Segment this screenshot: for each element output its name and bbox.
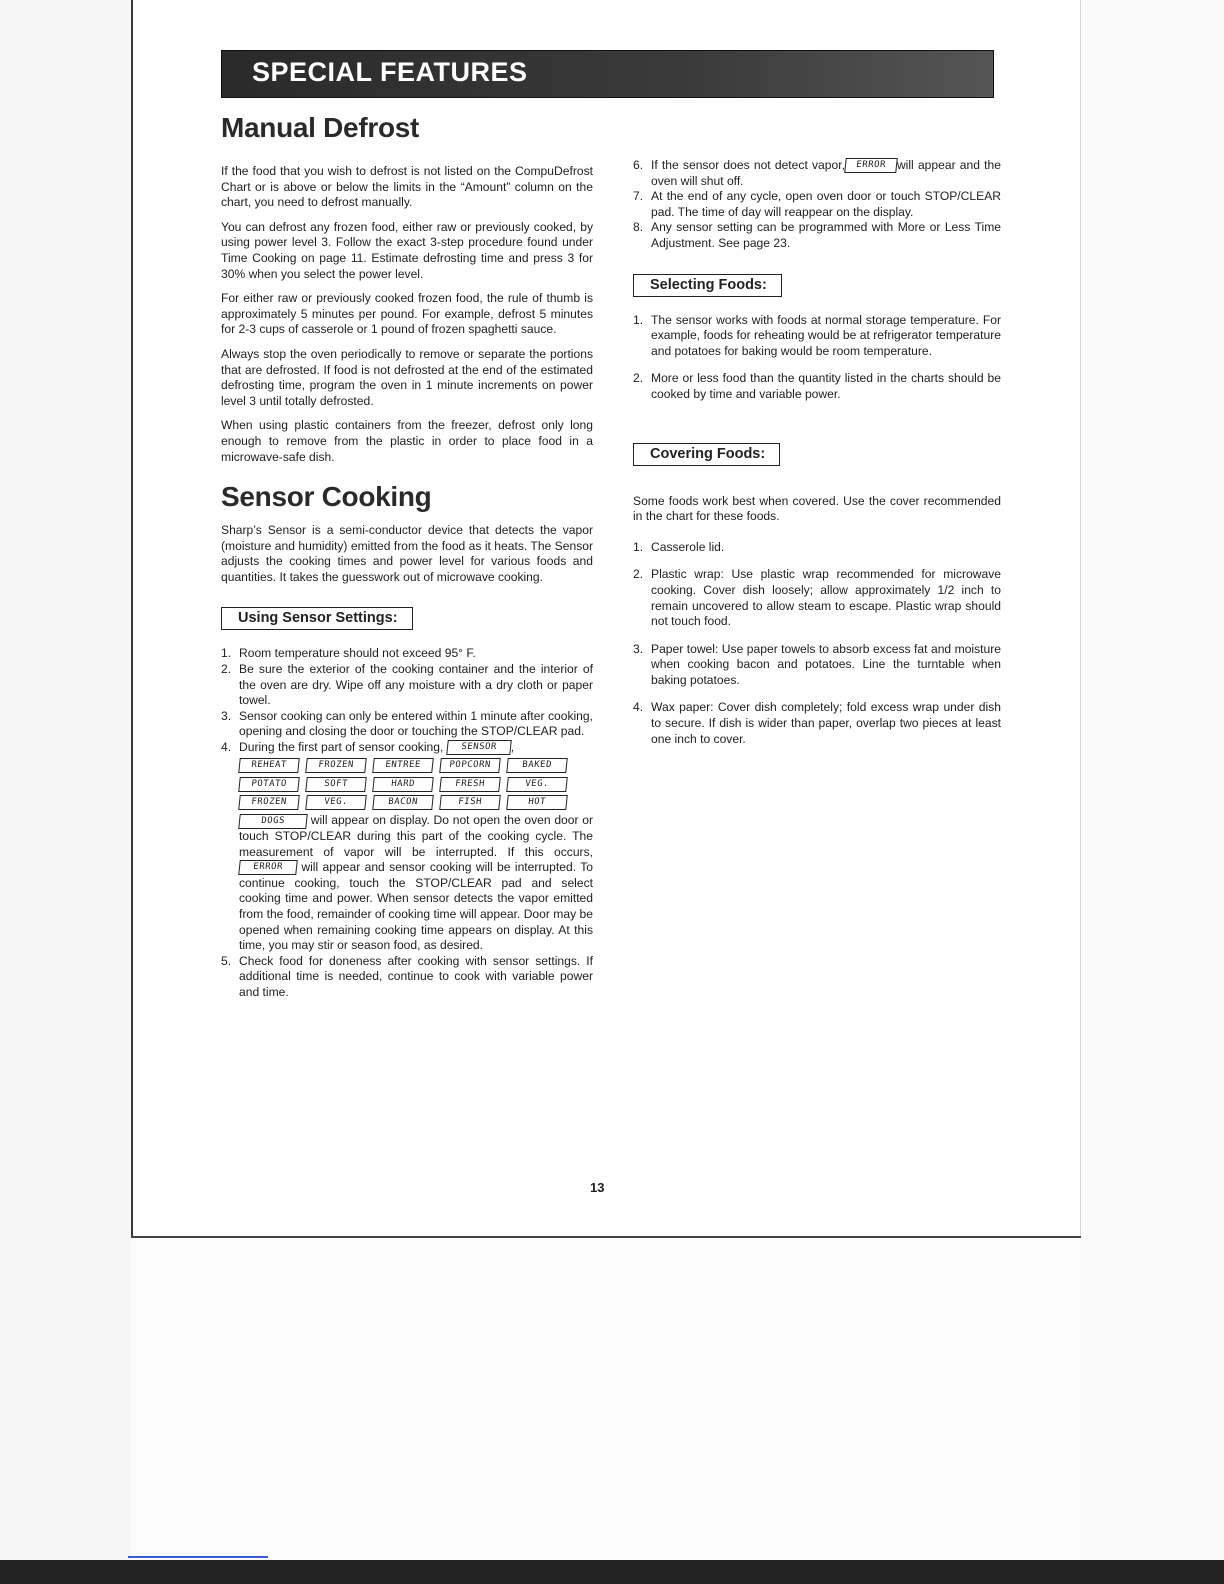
list-item: 1. Casserole lid. (633, 539, 725, 554)
manual-defrost-paragraph: If the food that you wish to defrost is not listed on the CompuDefrost Chart or is above or below the limits in the “Amount” column on the chart, you need to defrost manually. (221, 164, 593, 210)
list-item: 1. The sensor works with foods at normal storage temperature. For example, foods for reheating would be at refrigerator temperature and potatoes for baking would be room temperature. (633, 312, 1001, 358)
manual-defrost-heading: Manual Defrost (221, 112, 420, 143)
list-item: 2. More or less food than the quantity listed in the charts should be cooked by time and variable power. (633, 371, 1001, 401)
scan-left-margin (0, 0, 133, 1584)
covering-foods-subhead: Covering Foods: (633, 443, 780, 466)
list-item: 3. Sensor cooking can only be entered within 1 minute after cooking, opening and closing the door or touching the STOP/CLEAR pad. (221, 708, 593, 739)
list-item: 4. During the first part of sensor cooking, SENSOR , REHEAT FROZEN ENTREE POPCORN BAKED POTATO SOFT HARD FRESH VEG. FROZEN VEG. BACON FISH HOT DOGS will appear on display. Do not open the oven door or touch STOP/CLEAR during this part of the cooking cycle. The measurement of vapor will be interrupted. If this occurs, ERROR will appear and sensor cooking will be interrupted. To continue cooking, touch the STOP/CLEAR pad and select cooking time and power. When sensor detects the vapor emitted from the food, remainder of cooking time will appear. Door may be opened when remaining cooking time appears on display. At this time, you may stir or season food, as desired. (221, 740, 593, 953)
scan-bottom-edge (0, 1560, 1224, 1584)
section-banner (221, 50, 994, 98)
manual-defrost-paragraph: For either raw or previously cooked frozen food, the rule of thumb is approximately 5 minutes per pound. For example, defrost 5 minutes for 2-3 cups of casserole or 1 pound of frozen spaghetti sauce. (221, 291, 593, 337)
scan-mark (128, 1556, 268, 1558)
list-item: 7. At the end of any cycle, open oven door or touch STOP/CLEAR pad. The time of day will reappear on the display. (633, 189, 1001, 219)
display-reheat: REHEAT (238, 758, 300, 773)
left-column (221, 112, 593, 1001)
selecting-foods-subhead: Selecting Foods: (633, 274, 782, 297)
sensor-list-continued (633, 158, 1001, 252)
display-frozen-2: FROZEN (238, 795, 300, 810)
display-fish: FISH (439, 795, 501, 810)
covering-foods-intro: Some foods work best when covered. Use the cover recommended in the chart for these foods. (633, 493, 1001, 524)
display-error: ERROR (844, 158, 898, 173)
display-fresh: FRESH (439, 777, 501, 792)
display-popcorn: POPCORN (439, 758, 501, 773)
selecting-foods-list (633, 313, 1001, 403)
display-row (239, 758, 593, 774)
display-entree: ENTREE (372, 758, 434, 773)
display-bacon: BACON (372, 795, 434, 810)
manual-defrost-paragraph: You can defrost any frozen food, either raw or previously cooked, by using power level 3. Follow the exact 3-step procedure found under Time Cooking on page 11. Estimate defrosting time and press 3 for 30% when you select the power level. (221, 219, 593, 281)
list-item: 1. Room temperature should not exceed 95° F. (221, 646, 476, 661)
list-item: 5. Check food for doneness after cooking with sensor settings. If additional time is needed, continue to cook with variable power and time. (221, 953, 593, 999)
list-item: 6. If the sensor does not detect vapor, ERROR will appear and the oven will shut off. (633, 158, 1001, 188)
display-hot: HOT (506, 795, 568, 810)
display-veg-2: VEG. (305, 795, 367, 810)
page-number: 13 (590, 1180, 605, 1195)
display-baked: BAKED (506, 758, 568, 773)
manual-defrost-paragraph: Always stop the oven periodically to remove or separate the portions that are defrosted. If food is not defrosted at the end of the estimated defrosting time, program the oven in 1 minute increments on power level 3 until totally defrosted. (221, 346, 593, 408)
right-column (633, 158, 1001, 747)
list-item: 8. Any sensor setting can be programmed with More or Less Time Adjustment. See page 23. (633, 220, 1001, 250)
sensor-cooking-heading: Sensor Cooking (221, 481, 432, 513)
list-item: 2. Plastic wrap: Use plastic wrap recommended for microwave cooking. Cover dish loosely; allow approximately 1/2 inch to remain uncovered to allow steam to escape. Plastic wrap should not touch food. (633, 567, 1001, 629)
display-error: ERROR (238, 860, 298, 875)
display-sensor: SENSOR (446, 740, 512, 755)
list-item: 2. Be sure the exterior of the cooking container and the interior of the oven are dry. Wipe off any moisture with a dry cloth or paper towel. (221, 662, 593, 708)
sensor-cooking-intro: Sharp’s Sensor is a semi-conductor device that detects the vapor (moisture and humidity) emitted from the food as it heats. The Sensor adjusts the cooking times and power level for various foods and quantities. It takes the guesswork out of microwave cooking. (221, 523, 593, 584)
display-soft: SOFT (305, 777, 367, 792)
scan-bottom-area (131, 1236, 1081, 1578)
display-frozen: FROZEN (305, 758, 367, 773)
list-item: 3. Paper towel: Use paper towels to absorb excess fat and moisture when cooking bacon and potatoes. Line the turntable when baking potatoes. (633, 641, 1001, 687)
scan-right-margin (1080, 0, 1224, 1584)
banner-title: SPECIAL FEATURES (252, 57, 528, 87)
using-sensor-list (221, 646, 593, 1000)
list-item: 4. Wax paper: Cover dish completely; fold excess wrap under dish to secure. If dish is wider than paper, overlap two pieces at least one inch to cover. (633, 700, 1001, 746)
display-potato: POTATO (238, 777, 300, 792)
display-hard: HARD (372, 777, 434, 792)
display-dogs: DOGS (238, 814, 308, 829)
covering-foods-list (633, 540, 1001, 748)
display-row (239, 795, 593, 811)
manual-defrost-paragraph: When using plastic containers from the freezer, defrost only long enough to remove from the plastic in order to place food in a microwave-safe dish. (221, 418, 593, 464)
display-veg: VEG. (506, 777, 568, 792)
using-sensor-subhead: Using Sensor Settings: (221, 607, 413, 630)
display-row (239, 776, 593, 792)
